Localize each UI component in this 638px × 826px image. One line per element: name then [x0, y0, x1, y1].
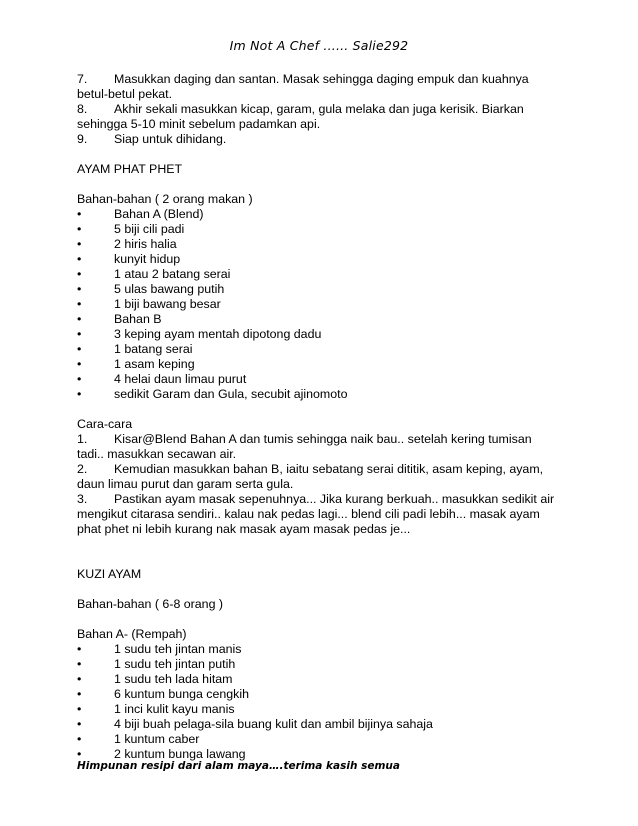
list-item [77, 327, 567, 342]
step-text: Siap untuk dihidang. [114, 132, 227, 146]
list-item-text: 2 hiris halia [114, 237, 177, 251]
list-item-text: 2 kuntum bunga lawang [114, 747, 246, 761]
step-line [77, 102, 567, 117]
step-number: 7. [77, 72, 88, 86]
step-line [77, 462, 567, 477]
document-body [77, 72, 567, 762]
step-continuation: daun limau purut dan garam serta gula. [77, 477, 294, 491]
step-line [77, 432, 567, 447]
ingredients-heading: Bahan-bahan ( 2 orang makan ) [77, 192, 253, 206]
list-item-text: 5 biji cili padi [114, 222, 185, 236]
list-item [77, 657, 567, 672]
bullet-icon: • [77, 237, 82, 251]
list-item-text: 1 atau 2 batang serai [114, 267, 231, 281]
bullet-icon: • [77, 312, 82, 326]
bullet-icon: • [77, 342, 82, 356]
list-item [77, 687, 567, 702]
list-item-text: 1 batang serai [114, 342, 193, 356]
bullet-icon: • [77, 267, 82, 281]
list-item [77, 222, 567, 237]
step-text: Kemudian masukkan bahan B, iaitu sebatang serai dititik, asam keping, ayam, [114, 462, 544, 476]
bullet-icon: • [77, 372, 82, 386]
step-text: Kisar@Blend Bahan A dan tumis sehingga naik bau.. setelah kering tumisan [114, 432, 532, 446]
list-item [77, 672, 567, 687]
list-item-text: 4 biji buah pelaga-sila buang kulit dan ambil bijinya sahaja [114, 717, 433, 731]
bullet-icon: • [77, 687, 82, 701]
bullet-icon: • [77, 297, 82, 311]
bullet-icon: • [77, 327, 82, 341]
list-item [77, 252, 567, 267]
step-text: Akhir sekali masukkan kicap, garam, gula melaka dan juga kerisik. Biarkan [114, 102, 524, 116]
step-text: Pastikan ayam masak sepenuhnya... Jika kurang berkuah.. masukkan sedikit air [114, 492, 555, 506]
list-item-text: Bahan B [114, 312, 162, 326]
step-line [77, 72, 567, 87]
bullet-icon: • [77, 207, 82, 221]
ingredient-list [77, 642, 567, 762]
list-item [77, 717, 567, 732]
step-number: 2. [77, 462, 88, 476]
ingredients-subheading: Bahan A- (Rempah) [77, 627, 187, 641]
ingredient-list [77, 207, 567, 402]
bullet-icon: • [77, 717, 82, 731]
bullet-icon: • [77, 387, 82, 401]
bullet-icon: • [77, 642, 82, 656]
step-text: Masukkan daging dan santan. Masak sehingga daging empuk dan kuahnya [114, 72, 529, 86]
bullet-icon: • [77, 732, 82, 746]
steps-top [77, 72, 567, 147]
list-item-text: 1 inci kulit kayu manis [114, 702, 235, 716]
bullet-icon: • [77, 702, 82, 716]
recipe-title: AYAM PHAT PHET [77, 162, 183, 176]
bullet-icon: • [77, 222, 82, 236]
list-item-text: 1 kuntum caber [114, 732, 200, 746]
method-steps [77, 432, 567, 537]
step-number: 1. [77, 432, 88, 446]
list-item [77, 642, 567, 657]
step-continuation: sehingga 5-10 minit sebelum padamkan api. [77, 117, 321, 131]
list-item-text: 1 sudu teh jintan putih [114, 657, 236, 671]
list-item-text: Bahan A (Blend) [114, 207, 204, 221]
step-number: 8. [77, 102, 88, 116]
page-header: Im Not A Chef ...... Salie292 [229, 38, 409, 53]
list-item-text: 1 asam keping [114, 357, 195, 371]
step-number: 3. [77, 492, 88, 506]
list-item-text: 3 keping ayam mentah dipotong dadu [114, 327, 322, 341]
list-item-text: 5 ulas bawang putih [114, 282, 225, 296]
method-heading: Cara-cara [77, 417, 133, 431]
list-item [77, 297, 567, 312]
step-continuation: betul-betul pekat. [77, 87, 173, 101]
list-item [77, 342, 567, 357]
list-item [77, 357, 567, 372]
list-item [77, 702, 567, 717]
list-item [77, 312, 567, 327]
list-item [77, 237, 567, 252]
list-item [77, 387, 567, 402]
list-item [77, 372, 567, 387]
list-item [77, 207, 567, 222]
recipe-title: KUZI AYAM [77, 567, 142, 581]
step-number: 9. [77, 132, 88, 146]
bullet-icon: • [77, 747, 82, 761]
list-item-text: 1 sudu teh jintan manis [114, 642, 242, 656]
list-item [77, 732, 567, 747]
page-footer: Himpunan resipi dari alam maya….terima kasih semua [77, 760, 400, 772]
bullet-icon: • [77, 672, 82, 686]
step-line [77, 492, 567, 507]
list-item-text: sedikit Garam dan Gula, secubit ajinomoto [114, 387, 348, 401]
bullet-icon: • [77, 657, 82, 671]
step-continuation: phat phet ni lebih kurang nak masak ayam masak pedas je... [77, 522, 411, 536]
bullet-icon: • [77, 357, 82, 371]
list-item-text: 6 kuntum bunga cengkih [114, 687, 250, 701]
list-item [77, 267, 567, 282]
list-item [77, 282, 567, 297]
list-item-text: kunyit hidup [114, 252, 181, 266]
list-item-text: 4 helai daun limau purut [114, 372, 247, 386]
bullet-icon: • [77, 252, 82, 266]
step-continuation: mengikut citarasa sendiri.. kalau nak pedas lagi... blend cili padi lebih... masak ayam [77, 507, 540, 521]
bullet-icon: • [77, 282, 82, 296]
ingredients-heading: Bahan-bahan ( 6-8 orang ) [77, 597, 224, 611]
list-item-text: 1 sudu teh lada hitam [114, 672, 233, 686]
list-item-text: 1 biji bawang besar [114, 297, 221, 311]
step-continuation: tadi.. masukkan secawan air. [77, 447, 237, 461]
step-line [77, 132, 567, 147]
